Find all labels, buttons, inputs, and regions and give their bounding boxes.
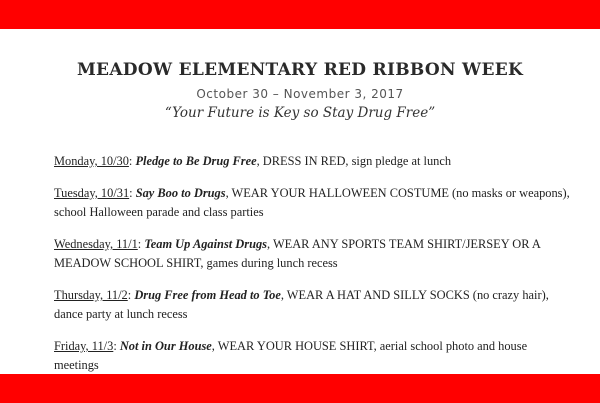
day-separator: : xyxy=(113,339,120,353)
day-theme: Team Up Against Drugs xyxy=(144,237,267,251)
day-theme: Not in Our House xyxy=(119,339,212,353)
day-details: , DRESS IN RED, sign pledge at lunch xyxy=(256,154,452,168)
schedule-item-monday xyxy=(54,152,574,171)
flyer-title: MEADOW ELEMENTARY RED RIBBON WEEK xyxy=(76,60,524,80)
day-label: Monday, 10/30 xyxy=(54,154,129,168)
schedule-item-friday xyxy=(54,337,574,375)
day-theme: Say Boo to Drugs xyxy=(135,186,226,200)
bottom-red-band xyxy=(0,374,600,403)
day-separator: : xyxy=(127,288,135,302)
day-details: , WEAR YOUR HALLOWEEN COSTUME (no masks or weapons), school Halloween parade and class parties xyxy=(54,186,570,219)
day-separator: : xyxy=(128,154,136,168)
schedule-item-wednesday xyxy=(54,235,574,273)
day-details: , WEAR YOUR HOUSE SHIRT, aerial school photo and house meetings xyxy=(54,339,528,372)
day-label: Wednesday, 11/1 xyxy=(54,237,138,251)
schedule-item-tuesday xyxy=(54,184,574,222)
day-theme: Pledge to Be Drug Free xyxy=(135,154,257,168)
day-label: Tuesday, 10/31 xyxy=(54,186,130,200)
day-label: Friday, 11/3 xyxy=(54,339,114,353)
day-separator: : xyxy=(137,237,145,251)
schedule-item-thursday xyxy=(54,286,574,324)
day-details: , WEAR A HAT AND SILLY SOCKS (no crazy hair), dance party at lunch recess xyxy=(54,288,549,321)
daily-schedule xyxy=(54,152,574,388)
event-dates: October 30 – November 3, 2017 xyxy=(196,87,404,101)
motto: “Your Future is Key so Stay Drug Free” xyxy=(164,105,436,121)
day-label: Thursday, 11/2 xyxy=(54,288,128,302)
day-separator: : xyxy=(129,186,136,200)
top-red-band xyxy=(0,0,600,29)
day-details: , WEAR ANY SPORTS TEAM SHIRT/JERSEY OR A MEADOW SCHOOL SHIRT, games during lunch recess xyxy=(54,237,541,270)
day-theme: Drug Free from Head to Toe xyxy=(134,288,281,302)
